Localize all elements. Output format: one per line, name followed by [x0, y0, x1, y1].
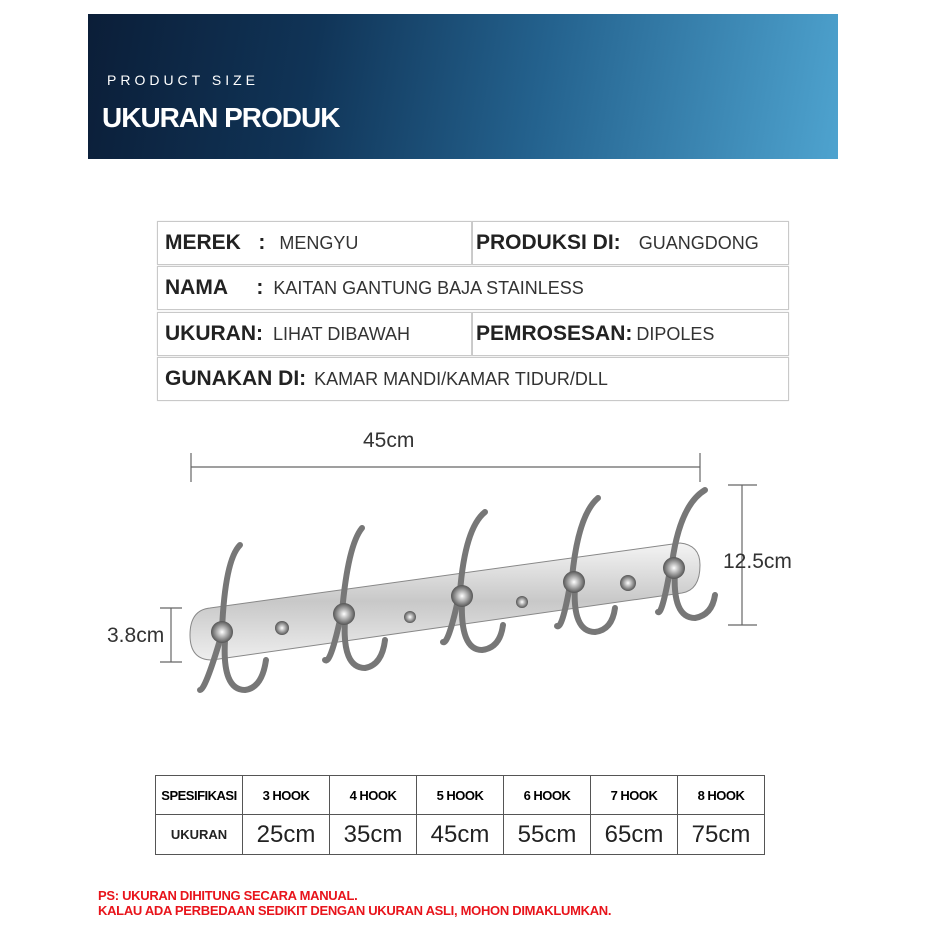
process-value: DIPOLES: [636, 323, 715, 344]
spec-cell: 25cm: [243, 815, 330, 855]
name-value: KAITAN GANTUNG BAJA STAINLESS: [273, 277, 584, 298]
spec-cell: 35cm: [330, 815, 417, 855]
spec-header-cell: 4 HOOK: [330, 776, 417, 815]
plate-height-dimension: 3.8cm: [107, 624, 165, 647]
spec-header-cell: 3 HOOK: [243, 776, 330, 815]
size-value: LIHAT DIBAWAH: [273, 323, 411, 344]
spec-header-cell: 8 HOOK: [678, 776, 765, 815]
spec-header-cell: 6 HOOK: [504, 776, 591, 815]
spec-header-row: [156, 776, 765, 815]
spec-size-row: [156, 815, 765, 855]
note-line-2: KALAU ADA PERBEDAAN SEDIKIT DENGAN UKURAN ASLI, MOHON DIMAKLUMKAN.: [98, 903, 612, 918]
note-line-1: PS: UKURAN DIHITUNG SECARA MANUAL.: [98, 888, 358, 903]
spec-header-cell: 7 HOOK: [591, 776, 678, 815]
brand-value: MENGYU: [279, 232, 359, 253]
width-dimension: 45cm: [363, 429, 415, 452]
spec-header-cell: SPESIFIKASI: [156, 776, 243, 815]
process-label: PEMROSESAN:: [476, 322, 633, 345]
spec-cell: UKURAN: [156, 815, 243, 855]
name-label: NAMA :: [165, 276, 264, 299]
disclaimer-note: [98, 888, 611, 918]
origin-label: PRODUKSI DI:: [476, 231, 621, 254]
height-dimension: 12.5cm: [723, 550, 792, 573]
size-label: UKURAN:: [165, 322, 263, 345]
spec-cell: 65cm: [591, 815, 678, 855]
brand-label: MEREK :: [165, 231, 266, 254]
origin-value: GUANGDONG: [638, 232, 759, 253]
banner-title: UKURAN PRODUK: [102, 102, 340, 133]
spec-cell: 55cm: [504, 815, 591, 855]
use-label: GUNAKAN DI:: [165, 367, 307, 390]
use-value: KAMAR MANDI/KAMAR TIDUR/DLL: [314, 368, 608, 389]
spec-header-cell: 5 HOOK: [417, 776, 504, 815]
spec-cell: 45cm: [417, 815, 504, 855]
spec-table: [155, 775, 765, 855]
banner-subtitle: PRODUCT SIZE: [107, 72, 259, 88]
spec-cell: 75cm: [678, 815, 765, 855]
